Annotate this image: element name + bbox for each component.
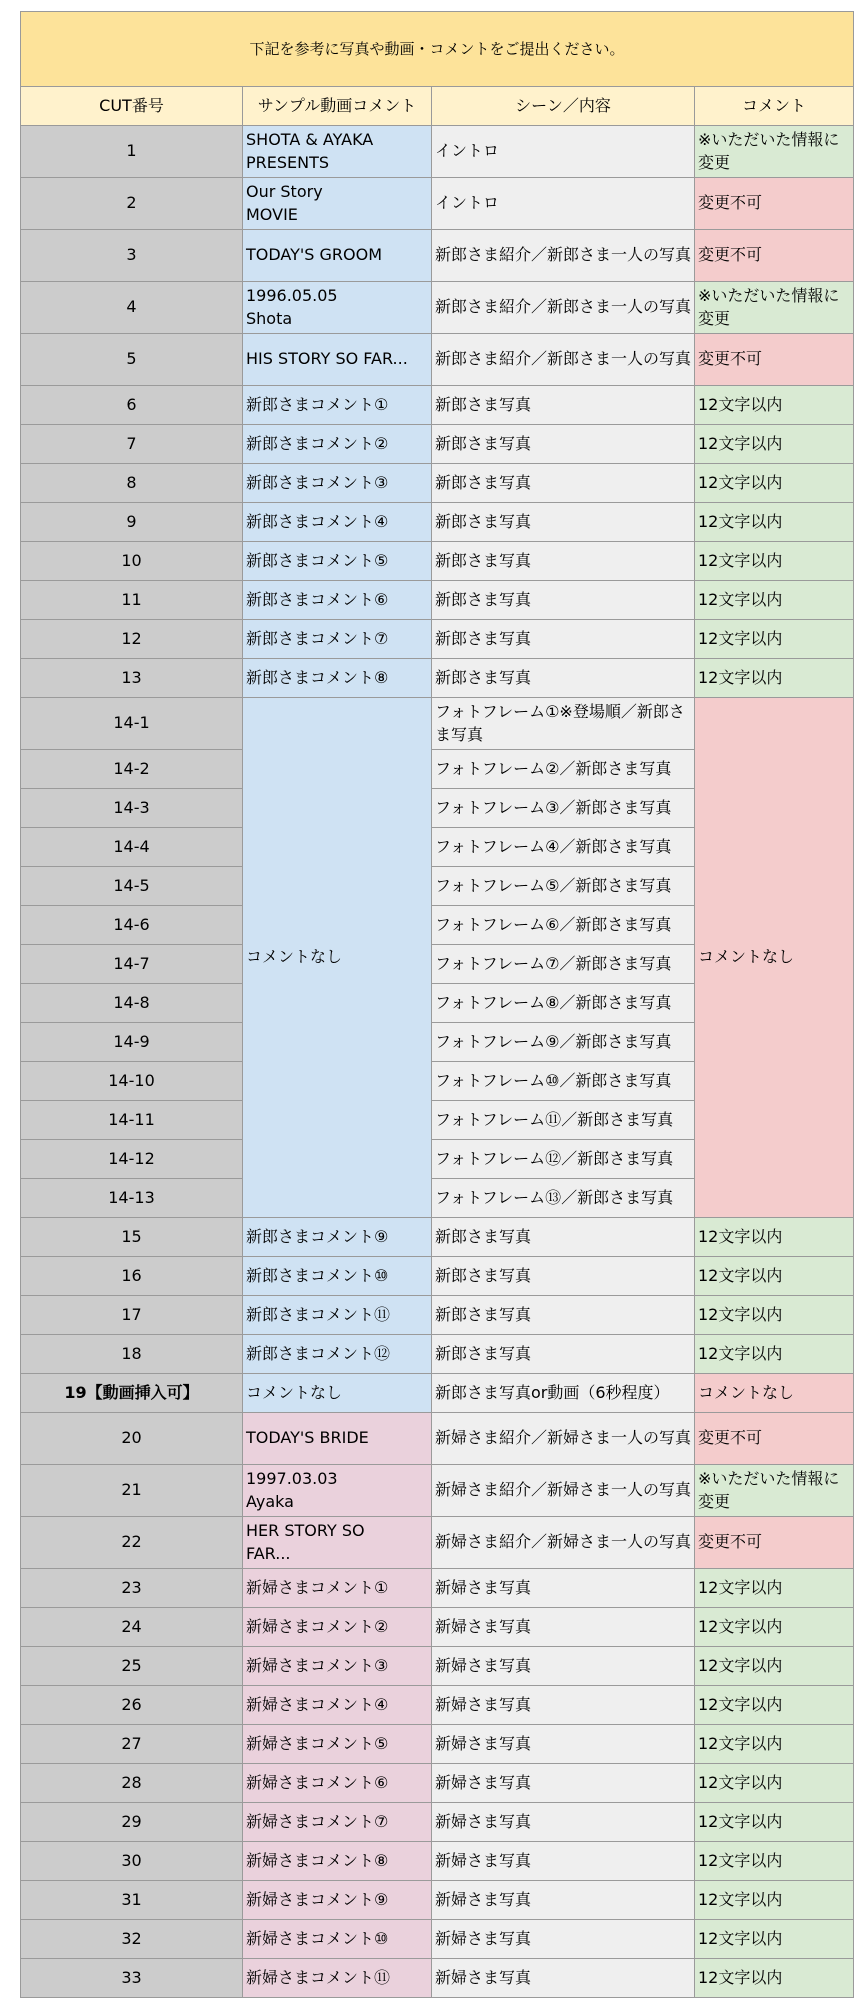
sample-comment-cell: SHOTA & AYAKA PRESENTS — [243, 126, 432, 178]
cut-number-cell: 14-13 — [21, 1179, 243, 1218]
table-row — [21, 659, 854, 698]
table-row — [21, 542, 854, 581]
cut-number-cell: 31 — [21, 1881, 243, 1920]
table-row — [21, 334, 854, 386]
table-row — [21, 1920, 854, 1959]
sample-comment-cell: 新婦さまコメント③ — [243, 1647, 432, 1686]
cut-number-cell: 7 — [21, 425, 243, 464]
scene-cell: 新婦さま写真 — [432, 1764, 695, 1803]
header-sample-comment: サンプル動画コメント — [243, 87, 432, 126]
scene-cell: 新婦さま紹介／新婦さま一人の写真 — [432, 1413, 695, 1465]
cut-number-cell: 20 — [21, 1413, 243, 1465]
cut-number-cell: 24 — [21, 1608, 243, 1647]
sample-comment-cell: 新郎さまコメント⑧ — [243, 659, 432, 698]
scene-cell: 新婦さま紹介／新婦さま一人の写真 — [432, 1465, 695, 1517]
cut-number-cell: 4 — [21, 282, 243, 334]
table-row — [21, 126, 854, 178]
scene-cell: フォトフレーム⑪／新郎さま写真 — [432, 1101, 695, 1140]
cut-number-cell: 12 — [21, 620, 243, 659]
header-scene: シーン／内容 — [432, 87, 695, 126]
table-row — [21, 464, 854, 503]
cut-number-cell: 26 — [21, 1686, 243, 1725]
scene-cell: イントロ — [432, 126, 695, 178]
comment-cell: コメントなし — [695, 1374, 854, 1413]
scene-cell: 新郎さま写真 — [432, 1335, 695, 1374]
cut-number-cell: 30 — [21, 1842, 243, 1881]
table-row — [21, 282, 854, 334]
cut-number-cell: 32 — [21, 1920, 243, 1959]
table-row — [21, 178, 854, 230]
scene-cell: 新婦さま写真 — [432, 1686, 695, 1725]
comment-cell: 12文字以内 — [695, 659, 854, 698]
sample-comment-cell: 新郎さまコメント⑩ — [243, 1257, 432, 1296]
table-row — [21, 1569, 854, 1608]
cut-number-cell: 14-12 — [21, 1140, 243, 1179]
sample-comment-cell: コメントなし — [243, 698, 432, 1218]
cut-number-cell: 18 — [21, 1335, 243, 1374]
scene-cell: 新婦さま写真 — [432, 1647, 695, 1686]
comment-cell: ※いただいた情報に変更 — [695, 282, 854, 334]
scene-cell: 新郎さま写真or動画（6秒程度） — [432, 1374, 695, 1413]
comment-cell: 12文字以内 — [695, 1959, 854, 1998]
cut-number-cell: 6 — [21, 386, 243, 425]
scene-cell: 新郎さま写真 — [432, 1296, 695, 1335]
comment-cell: コメントなし — [695, 698, 854, 1218]
scene-cell: フォトフレーム⑦／新郎さま写真 — [432, 945, 695, 984]
sample-comment-cell: 新郎さまコメント⑥ — [243, 581, 432, 620]
comment-cell: 変更不可 — [695, 230, 854, 282]
table-body — [21, 12, 854, 1998]
scene-cell: 新郎さま写真 — [432, 659, 695, 698]
table-row — [21, 1296, 854, 1335]
cut-number-cell: 14-11 — [21, 1101, 243, 1140]
comment-cell: 12文字以内 — [695, 1725, 854, 1764]
table-row — [21, 230, 854, 282]
table-row — [21, 503, 854, 542]
cut-number-cell: 14-10 — [21, 1062, 243, 1101]
sample-comment-cell: 新郎さまコメント⑦ — [243, 620, 432, 659]
scene-cell: 新婦さま写真 — [432, 1569, 695, 1608]
comment-cell: 12文字以内 — [695, 1296, 854, 1335]
cut-number-cell: 19【動画挿入可】 — [21, 1374, 243, 1413]
scene-cell: フォトフレーム⑫／新郎さま写真 — [432, 1140, 695, 1179]
cut-list-table — [20, 11, 854, 1998]
scene-cell: 新郎さま紹介／新郎さま一人の写真 — [432, 230, 695, 282]
comment-cell: 12文字以内 — [695, 620, 854, 659]
sample-comment-cell: Our Story MOVIE — [243, 178, 432, 230]
comment-cell: 12文字以内 — [695, 1881, 854, 1920]
cut-number-cell: 2 — [21, 178, 243, 230]
table-row — [21, 1335, 854, 1374]
scene-cell: 新郎さま写真 — [432, 386, 695, 425]
table-row — [21, 1517, 854, 1569]
sample-comment-cell: 新郎さまコメント⑨ — [243, 1218, 432, 1257]
cut-number-cell: 17 — [21, 1296, 243, 1335]
comment-cell: 12文字以内 — [695, 386, 854, 425]
cut-number-cell: 14-5 — [21, 867, 243, 906]
sample-comment-cell: 新婦さまコメント⑦ — [243, 1803, 432, 1842]
comment-cell: 12文字以内 — [695, 464, 854, 503]
sheet-title: 下記を参考に写真や動画・コメントをご提出ください。 — [21, 12, 854, 87]
cut-number-cell: 10 — [21, 542, 243, 581]
comment-cell: 12文字以内 — [695, 1686, 854, 1725]
table-row — [21, 1686, 854, 1725]
sample-comment-cell: 新婦さまコメント④ — [243, 1686, 432, 1725]
cut-number-cell: 27 — [21, 1725, 243, 1764]
scene-cell: フォトフレーム⑨／新郎さま写真 — [432, 1023, 695, 1062]
scene-cell: 新郎さま紹介／新郎さま一人の写真 — [432, 334, 695, 386]
table-row — [21, 1413, 854, 1465]
sample-comment-cell: 新郎さまコメント③ — [243, 464, 432, 503]
cut-number-cell: 5 — [21, 334, 243, 386]
scene-cell: フォトフレーム④／新郎さま写真 — [432, 828, 695, 867]
cut-number-cell: 23 — [21, 1569, 243, 1608]
cut-number-cell: 29 — [21, 1803, 243, 1842]
scene-cell: 新郎さま写真 — [432, 425, 695, 464]
table-row — [21, 1647, 854, 1686]
table-row — [21, 1608, 854, 1647]
cut-number-cell: 14-4 — [21, 828, 243, 867]
scene-cell: 新婦さま写真 — [432, 1842, 695, 1881]
sample-comment-cell: 新郎さまコメント① — [243, 386, 432, 425]
comment-cell: 12文字以内 — [695, 503, 854, 542]
table-row — [21, 1465, 854, 1517]
comment-cell: 12文字以内 — [695, 1335, 854, 1374]
table-row — [21, 1881, 854, 1920]
sample-comment-cell: 1996.05.05 Shota — [243, 282, 432, 334]
comment-cell: 12文字以内 — [695, 1803, 854, 1842]
cut-number-cell: 14-8 — [21, 984, 243, 1023]
scene-cell: フォトフレーム①※登場順／新郎さま写真 — [432, 698, 695, 750]
scene-cell: フォトフレーム③／新郎さま写真 — [432, 789, 695, 828]
sample-comment-cell: 新婦さまコメント⑪ — [243, 1959, 432, 1998]
header-cut-number: CUT番号 — [21, 87, 243, 126]
comment-cell: 12文字以内 — [695, 1218, 854, 1257]
sample-comment-cell: 新婦さまコメント② — [243, 1608, 432, 1647]
table-row — [21, 581, 854, 620]
cut-number-cell: 14-7 — [21, 945, 243, 984]
cut-number-cell: 11 — [21, 581, 243, 620]
scene-cell: 新婦さま写真 — [432, 1725, 695, 1764]
table-row — [21, 425, 854, 464]
scene-cell: 新郎さま写真 — [432, 542, 695, 581]
table-row — [21, 698, 854, 750]
comment-cell: 12文字以内 — [695, 1257, 854, 1296]
table-row — [21, 386, 854, 425]
sample-comment-cell: 新郎さまコメント② — [243, 425, 432, 464]
comment-cell: ※いただいた情報に変更 — [695, 126, 854, 178]
sample-comment-cell: HER STORY SO FAR... — [243, 1517, 432, 1569]
sample-comment-cell: 新婦さまコメント⑥ — [243, 1764, 432, 1803]
cut-number-cell: 13 — [21, 659, 243, 698]
scene-cell: イントロ — [432, 178, 695, 230]
cut-number-cell: 21 — [21, 1465, 243, 1517]
scene-cell: 新郎さま写真 — [432, 581, 695, 620]
cut-number-cell: 28 — [21, 1764, 243, 1803]
comment-cell: 12文字以内 — [695, 1569, 854, 1608]
cut-number-cell: 22 — [21, 1517, 243, 1569]
scene-cell: 新郎さま紹介／新郎さま一人の写真 — [432, 282, 695, 334]
comment-cell: 12文字以内 — [695, 1842, 854, 1881]
sample-comment-cell: 新郎さまコメント⑪ — [243, 1296, 432, 1335]
sample-comment-cell: TODAY'S GROOM — [243, 230, 432, 282]
scene-cell: 新婦さま写真 — [432, 1959, 695, 1998]
sample-comment-cell: 新婦さまコメント⑤ — [243, 1725, 432, 1764]
comment-cell: 12文字以内 — [695, 1764, 854, 1803]
scene-cell: フォトフレーム⑬／新郎さま写真 — [432, 1179, 695, 1218]
comment-cell: 変更不可 — [695, 334, 854, 386]
sample-comment-cell: 新婦さまコメント⑨ — [243, 1881, 432, 1920]
scene-cell: 新婦さま写真 — [432, 1608, 695, 1647]
scene-cell: 新郎さま写真 — [432, 620, 695, 659]
sample-comment-cell: TODAY'S BRIDE — [243, 1413, 432, 1465]
sample-comment-cell: 新郎さまコメント⑫ — [243, 1335, 432, 1374]
cut-number-cell: 3 — [21, 230, 243, 282]
scene-cell: フォトフレーム⑥／新郎さま写真 — [432, 906, 695, 945]
scene-cell: フォトフレーム②／新郎さま写真 — [432, 750, 695, 789]
sample-comment-cell: 新郎さまコメント⑤ — [243, 542, 432, 581]
sample-comment-cell: コメントなし — [243, 1374, 432, 1413]
comment-cell: 12文字以内 — [695, 542, 854, 581]
cut-number-cell: 8 — [21, 464, 243, 503]
comment-cell: 12文字以内 — [695, 1920, 854, 1959]
scene-cell: 新郎さま写真 — [432, 464, 695, 503]
table-row — [21, 1764, 854, 1803]
scene-cell: 新郎さま写真 — [432, 503, 695, 542]
cut-number-cell: 33 — [21, 1959, 243, 1998]
comment-cell: ※いただいた情報に変更 — [695, 1465, 854, 1517]
scene-cell: フォトフレーム⑩／新郎さま写真 — [432, 1062, 695, 1101]
sample-comment-cell: 新郎さまコメント④ — [243, 503, 432, 542]
table-row — [21, 620, 854, 659]
table-row — [21, 1842, 854, 1881]
header-row — [21, 87, 854, 126]
scene-cell: 新婦さま写真 — [432, 1920, 695, 1959]
comment-cell: 12文字以内 — [695, 1608, 854, 1647]
scene-cell: 新婦さま写真 — [432, 1881, 695, 1920]
scene-cell: 新婦さま紹介／新婦さま一人の写真 — [432, 1517, 695, 1569]
scene-cell: フォトフレーム⑤／新郎さま写真 — [432, 867, 695, 906]
cut-number-cell: 14-6 — [21, 906, 243, 945]
table-row — [21, 1725, 854, 1764]
cut-number-cell: 14-2 — [21, 750, 243, 789]
scene-cell: 新郎さま写真 — [432, 1218, 695, 1257]
scene-cell: 新婦さま写真 — [432, 1803, 695, 1842]
table-row — [21, 1257, 854, 1296]
table-row — [21, 1803, 854, 1842]
table-row — [21, 1218, 854, 1257]
cut-number-cell: 14-9 — [21, 1023, 243, 1062]
cut-number-cell: 14-3 — [21, 789, 243, 828]
comment-cell: 変更不可 — [695, 1517, 854, 1569]
sample-comment-cell: 新婦さまコメント⑩ — [243, 1920, 432, 1959]
cut-number-cell: 25 — [21, 1647, 243, 1686]
sample-comment-cell: 1997.03.03 Ayaka — [243, 1465, 432, 1517]
sample-comment-cell: 新婦さまコメント① — [243, 1569, 432, 1608]
cut-number-cell: 15 — [21, 1218, 243, 1257]
comment-cell: 変更不可 — [695, 1413, 854, 1465]
table-row — [21, 1374, 854, 1413]
header-comment: コメント — [695, 87, 854, 126]
cut-number-cell: 9 — [21, 503, 243, 542]
sample-comment-cell: 新婦さまコメント⑧ — [243, 1842, 432, 1881]
comment-cell: 12文字以内 — [695, 425, 854, 464]
comment-cell: 変更不可 — [695, 178, 854, 230]
sample-comment-cell: HIS STORY SO FAR... — [243, 334, 432, 386]
scene-cell: フォトフレーム⑧／新郎さま写真 — [432, 984, 695, 1023]
title-row — [21, 12, 854, 87]
comment-cell: 12文字以内 — [695, 581, 854, 620]
cut-number-cell: 1 — [21, 126, 243, 178]
cut-number-cell: 14-1 — [21, 698, 243, 750]
comment-cell: 12文字以内 — [695, 1647, 854, 1686]
cut-number-cell: 16 — [21, 1257, 243, 1296]
table-row — [21, 1959, 854, 1998]
scene-cell: 新郎さま写真 — [432, 1257, 695, 1296]
